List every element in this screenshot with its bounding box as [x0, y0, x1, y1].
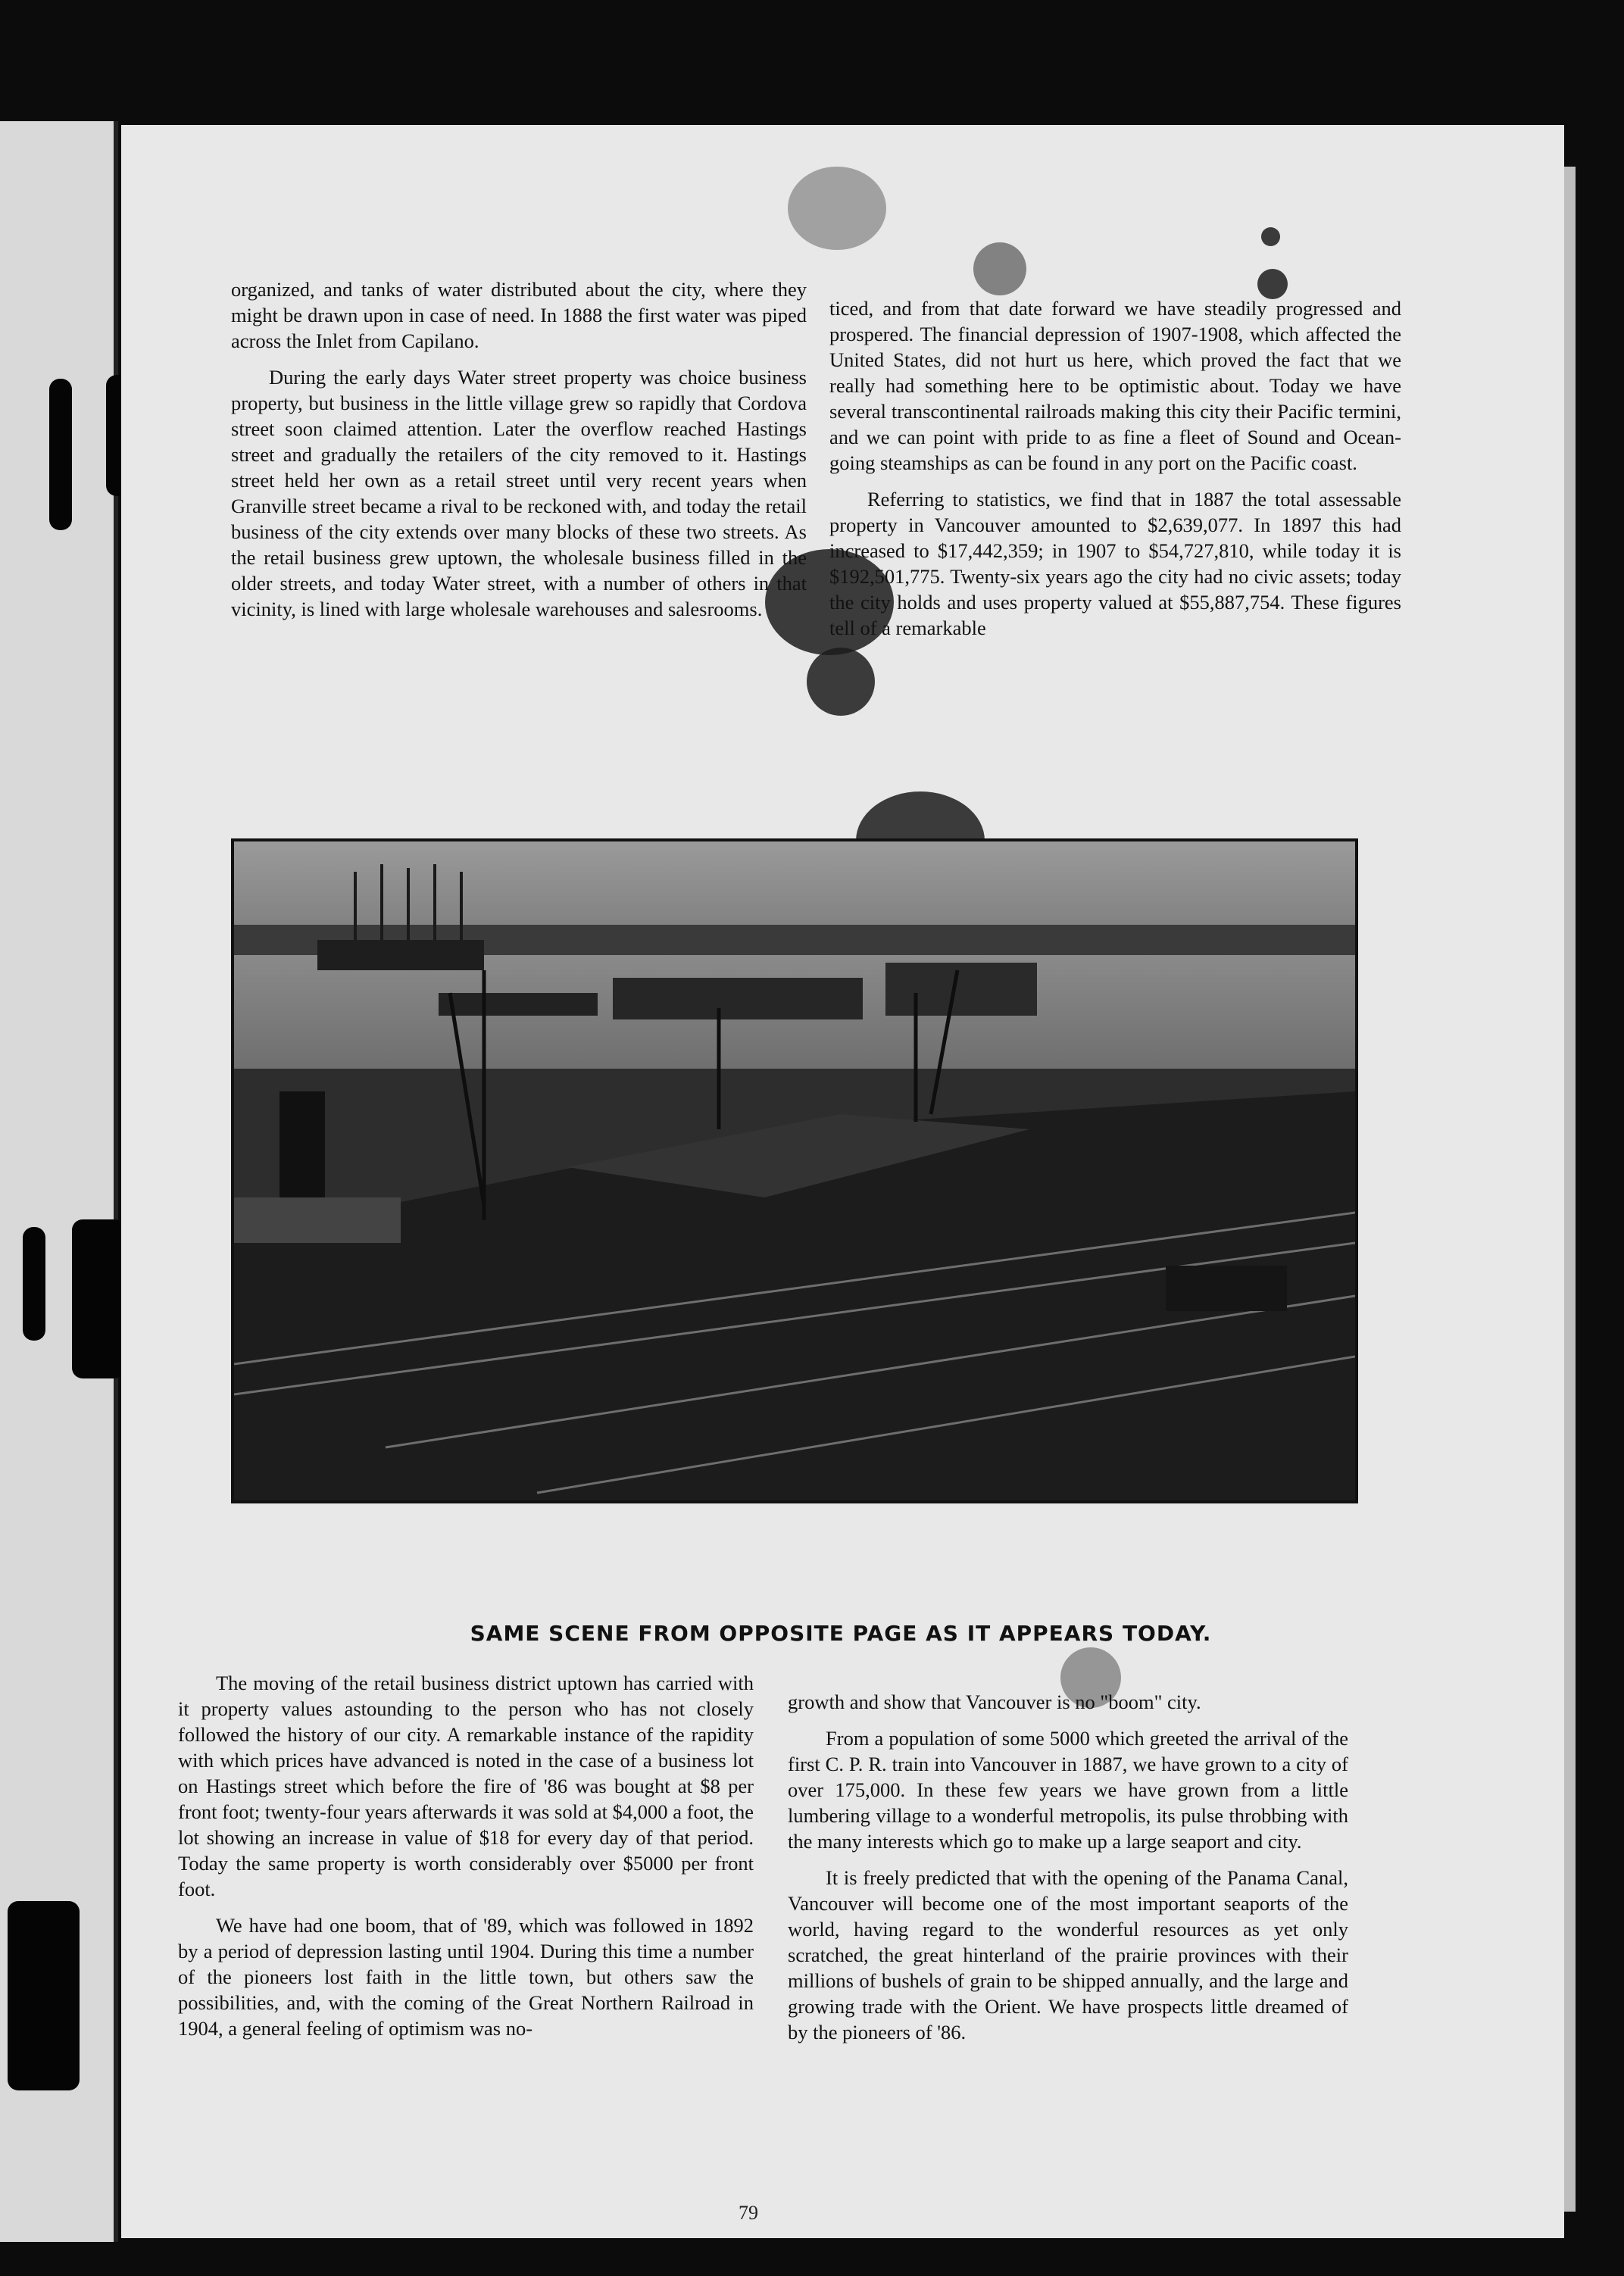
- ink-stain: [1257, 269, 1288, 299]
- paragraph: During the early days Water street property was choice business property, but business in the little village grew so rapidly that Cordova street soon claimed attention. Later the overflow reached Hastings street and gradually the retailers of the city removed to it. Hastings street held her own as a retail street until very recent years when Granville street became a rival to be reckoned with, and today the retail business of the city extends over many blocks of these two streets. As the retail business grew uptown, the wholesale business filled in the older streets, and today Water street, with a number of others in that vicinity, is lined with large wholesale warehouses and salesrooms.: [231, 366, 807, 620]
- harbor-photo: [231, 838, 1358, 1503]
- binder-clip-mark: [49, 379, 72, 530]
- paragraph: We have had one boom, that of '89, which was followed in 1892 by a period of depression lasting until 1904. During this time a number of the pioneers lost faith in the little town, but others saw the possibilities, and, with the coming of the Great Northern Railroad in 1904, a general feeling of optimism was no-: [178, 1914, 754, 2040]
- paragraph: ticed, and from that date forward we have steadily progressed and prospered. The financial depression of 1907-1908, which affected the United States, did not hurt us here, which proved the fact that we really had something here to be optimistic about. Today we have several transcontinental railroads making this city their Pacific termini, and we can point with pride to as fine a fleet of Sound and Ocean-going steamships as can be found in any port on the Pacific coast.: [829, 297, 1401, 474]
- photo-caption: SAME SCENE FROM OPPOSITE PAGE AS IT APPEARS TODAY.: [470, 1621, 1212, 1646]
- paragraph: The moving of the retail business district uptown has carried with it property values astounding to the person who has not closely followed the history of our city. A remarkable instance of the rapidity with which prices have advanced is noted in the case of a business lot on Hastings street which before the fire of '86 was bought at $8 per front foot; twenty-four years afterwards it was sold at $4,000 a foot, the lot showing an increase in value of $18 for every day of that period. Today the same property is worth considerably over $5000 per front foot.: [178, 1672, 754, 1900]
- ink-stain: [807, 648, 875, 716]
- text-column-bottom-left: [178, 1670, 754, 2052]
- ink-stain: [788, 167, 886, 250]
- document-page: [121, 125, 1564, 2238]
- text-column-top-left: [231, 276, 807, 632]
- paragraph: Referring to statistics, we find that in 1887 the total assessable property in Vancouver amounted to $2,639,077. In 1897 this had increased to $17,442,359; in 1907 to $54,727,810, while today it is $192,501,775. Twenty-six years ago the city had no civic assets; today the city holds and uses property valued at $55,887,754. These figures tell of a remarkable: [829, 488, 1401, 639]
- paragraph: It is freely predicted that with the opening of the Panama Canal, Vancouver will become one of the most important seaports of the world, having regard to the wonderful resources as yet only scratched, the great hinterland of the prairie provinces with their millions of bushels of grain to be shipped annually, and the large and growing trade with the Orient. We have prospects little dreamed of by the pioneers of '86.: [788, 1866, 1348, 2043]
- binder-clip-mark: [8, 1901, 80, 2090]
- binder-clip-mark: [23, 1227, 45, 1341]
- binder-clip-mark: [72, 1219, 125, 1378]
- page-number: 79: [739, 2202, 758, 2224]
- ink-stain: [973, 242, 1026, 295]
- text-column-bottom-right: [788, 1689, 1348, 2056]
- ink-stain: [1261, 227, 1280, 246]
- paragraph: organized, and tanks of water distributed about the city, where they might be drawn upon in case of need. In 1888 the first water was piped across the Inlet from Capilano.: [231, 278, 807, 352]
- harbor-photo-image: [234, 841, 1355, 1500]
- text-column-top-right: [829, 295, 1401, 651]
- paragraph: growth and show that Vancouver is no "boom" city.: [788, 1691, 1201, 1713]
- paragraph: From a population of some 5000 which greeted the arrival of the first C. P. R. train into Vancouver in 1887, we have grown to a city of over 175,000. In these few years we have grown from a little lumbering village to a wonderful metropolis, its pulse throbbing with the many interests which go to make up a large seaport and city.: [788, 1727, 1348, 1853]
